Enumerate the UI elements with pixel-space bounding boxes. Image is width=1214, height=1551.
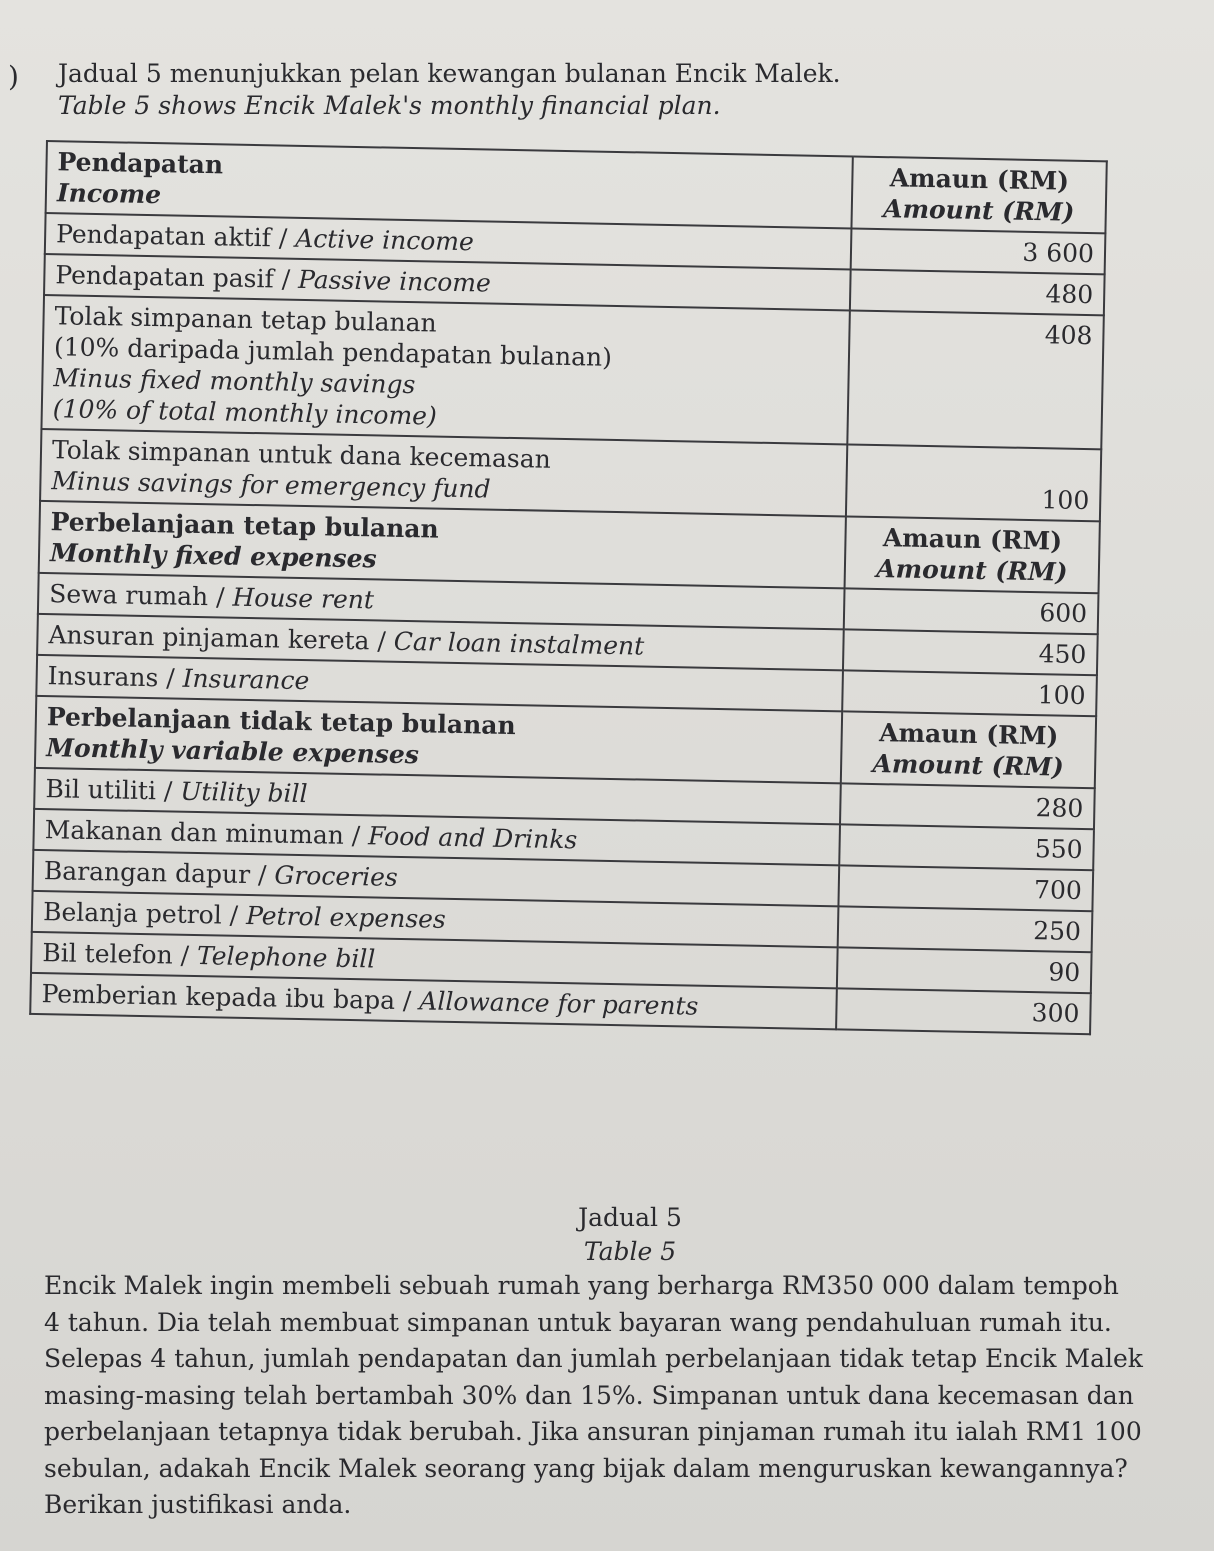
- table-row: Bil utiliti / Utility bill 280: [34, 768, 1095, 829]
- amount-cell: 3 600: [851, 228, 1106, 274]
- question-text: [44, 1268, 1204, 1524]
- amount-cell: 100: [842, 670, 1097, 716]
- amount-cell: 90: [837, 947, 1092, 993]
- amount-cell: 280: [840, 783, 1095, 829]
- question-line: Encik Malek ingin membeli sebuah rumah yang berharga RM350 000 dalam tempoh: [44, 1271, 1119, 1300]
- amount-cell: 450: [843, 629, 1098, 675]
- amount-cell: 408: [847, 310, 1104, 449]
- question-line: Berikan justifikasi anda.: [44, 1490, 352, 1519]
- table-row: Barangan dapur / Groceries 700: [33, 850, 1094, 911]
- table-row: Pendapatan aktif / Active income 3 600: [45, 213, 1106, 274]
- table-row: Insurans / Insurance 100: [36, 655, 1097, 716]
- question-line: perbelanjaan tetapnya tidak berubah. Jika ansuran pinjaman rumah itu ialah RM1 100: [44, 1417, 1142, 1446]
- intro-text: [58, 58, 841, 122]
- question-line: masing-masing telah bertambah 30% dan 15%. Simpanan untuk dana kecemasan dan: [44, 1380, 1134, 1410]
- amount-cell: 480: [850, 269, 1105, 315]
- table-row: Pendapatan pasif / Passive income 480: [44, 254, 1105, 315]
- table-row: Sewa rumah / House rent 600: [38, 573, 1099, 634]
- fixed-amount-header: Amaun (RM) Amount (RM): [845, 516, 1100, 593]
- amount-cell: 250: [838, 906, 1093, 952]
- question-line: 4 tahun. Dia telah membuat simpanan untuk bayaran wang pendahuluan rumah itu.: [44, 1307, 1112, 1337]
- variable-amount-header: Amaun (RM) Amount (RM): [841, 711, 1096, 788]
- amount-cell: 550: [839, 824, 1094, 870]
- table-row: Makanan dan minuman / Food and Drinks 550: [33, 809, 1094, 870]
- table-row: Bil telefon / Telephone bill 90: [31, 932, 1092, 993]
- table-caption-english: Table 5: [583, 1237, 677, 1266]
- income-header: Pendapatan Income: [46, 141, 853, 228]
- intro-english: Table 5 shows Encik Malek's monthly financial plan.: [58, 91, 721, 120]
- variable-header: Perbelanjaan tidak tetap bulanan Monthly variable expenses: [35, 696, 842, 783]
- question-marker: ): [8, 60, 19, 93]
- table-row: Belanja petrol / Petrol expenses 250: [32, 891, 1093, 952]
- table-row: Ansuran pinjaman kereta / Car loan instalment 450: [37, 614, 1098, 675]
- table-caption-malay: Jadual 5: [578, 1203, 682, 1232]
- amount-cell: 700: [838, 865, 1093, 911]
- question-line: Selepas 4 tahun, jumlah pendapatan dan jumlah perbelanjaan tidak tetap Encik Malek: [44, 1344, 1143, 1373]
- amount-cell: 100: [846, 444, 1101, 521]
- table-row: Tolak simpanan tetap bulanan (10% daripada jumlah pendapatan bulanan) Minus fixed monthly savings (10% of total monthly income) 408: [41, 295, 1103, 449]
- table-row: Tolak simpanan untuk dana kecemasan Minus savings for emergency fund 100: [40, 429, 1101, 521]
- table-row: Pemberian kepada ibu bapa / Allowance for parents 300: [30, 973, 1091, 1034]
- intro-malay: Jadual 5 menunjukkan pelan kewangan bulanan Encik Malek.: [58, 59, 841, 88]
- financial-plan-table: [29, 140, 1108, 1035]
- income-amount-header: Amaun (RM) Amount (RM): [851, 156, 1106, 233]
- amount-cell: 300: [836, 988, 1091, 1034]
- fixed-header: Perbelanjaan tetap bulanan Monthly fixed expenses: [39, 501, 846, 588]
- amount-cell: 600: [844, 588, 1099, 634]
- question-line: sebulan, adakah Encik Malek seorang yang bijak dalam menguruskan kewangannya?: [44, 1453, 1128, 1483]
